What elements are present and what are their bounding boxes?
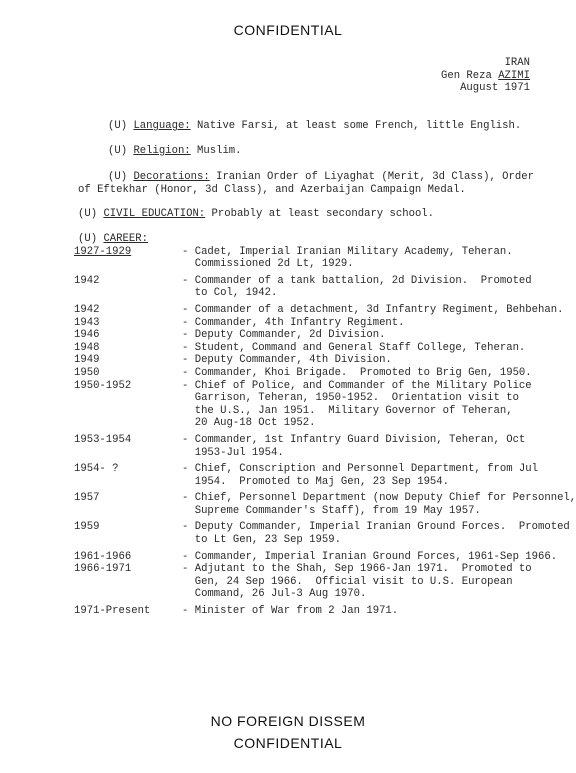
civil-education-label: CIVIL EDUCATION:: [103, 208, 206, 220]
civil-education-text: Probably at least secondary school.: [211, 208, 435, 220]
decorations-section: [78, 171, 568, 196]
header-name-prefix: Gen Reza: [440, 69, 492, 82]
classification-stamp-top: CONFIDENTIAL: [233, 22, 343, 38]
career-description-line: - Commander of a tank battalion, 2d Division. Promoted: [182, 274, 532, 287]
career-entry: [74, 605, 576, 618]
career-years: 1966-1971: [74, 563, 132, 576]
career-description-line: Gen, 24 Sep 1966. Official visit to U.S. European: [182, 575, 513, 588]
decorations-text-line1: Iranian Order of Liyaghat (Merit, 3d Class), Order: [216, 171, 534, 183]
header-country: IRAN: [504, 57, 530, 69]
career-description-line: - Commander, Imperial Iranian Ground Forces, 1961-Sep 1966.: [182, 550, 558, 563]
career-description: [182, 380, 576, 430]
career-description: [182, 434, 576, 459]
career-years: 1943: [74, 316, 100, 329]
decorations-marker: (U): [108, 171, 128, 183]
language-text: Native Farsi, at least some French, little English.: [197, 120, 522, 132]
career-years: 1950-1952: [74, 379, 132, 392]
career-years: 1954- ?: [74, 463, 119, 476]
career-entry: [74, 275, 576, 300]
religion-label: Religion:: [133, 145, 191, 157]
career-description: [182, 463, 576, 488]
career-description: [182, 275, 576, 300]
career-description: [182, 521, 576, 546]
career-entry: [74, 246, 576, 271]
career-description: [182, 605, 576, 618]
religion-marker: (U): [108, 145, 128, 157]
language-label: Language:: [133, 120, 191, 132]
career-entry: [74, 354, 576, 367]
career-years: 1959: [74, 521, 100, 534]
career-years: 1961-1966: [74, 550, 132, 563]
career-description: [182, 304, 576, 317]
career-description: [182, 563, 576, 601]
career-description-line: - Deputy Commander, 4th Division.: [182, 354, 392, 367]
career-entry: [74, 304, 576, 317]
career-entry: [74, 342, 576, 355]
career-years: 1927-1929: [74, 245, 132, 258]
career-years: 1971-Present: [74, 605, 151, 618]
career-description-line: - Deputy Commander, 2d Division.: [182, 329, 386, 342]
career-description: [182, 317, 576, 330]
career-description: [182, 367, 576, 380]
career-entry: [74, 317, 576, 330]
career-description-line: - Deputy Commander, Imperial Iranian Ground Forces. Promoted: [182, 521, 570, 534]
career-years: 1950: [74, 366, 100, 379]
career-description-line: to Col, 1942.: [182, 287, 278, 300]
classification-stamp-bottom: CONFIDENTIAL: [233, 735, 343, 751]
career-years: 1953-1954: [74, 433, 132, 446]
career-marker: (U): [78, 233, 98, 245]
career-description: [182, 354, 576, 367]
career-years: 1949: [74, 354, 100, 367]
career-description-line: the U.S., Jan 1951. Military Governor of Teheran,: [182, 404, 513, 417]
career-entry: [74, 492, 576, 517]
civil-education-section: [78, 208, 558, 221]
career-entry: [74, 463, 576, 488]
header-subject-name: [441, 70, 530, 83]
career-description-line: - Adjutant to the Shah, Sep 1966-Jan 1971. Promoted to: [182, 563, 532, 576]
career-years: 1948: [74, 341, 100, 354]
career-entry: [74, 551, 576, 564]
header-date: August 1971: [460, 82, 530, 94]
career-description-line: Commissioned 2d Lt, 1929.: [182, 258, 354, 271]
career-description-line: 1953-Jul 1954.: [182, 446, 284, 459]
career-description-line: 1954. Promoted to Maj Gen, 23 Sep 1954.: [182, 475, 450, 488]
career-description-line: - Commander, Khoi Brigade. Promoted to Brig Gen, 1950.: [182, 366, 532, 379]
header-surname: AZIMI: [498, 69, 530, 82]
career-entry: [74, 563, 576, 601]
career-description: [182, 551, 576, 564]
career-description-line: Supreme Commander's Staff), from 19 May 1957.: [182, 504, 481, 517]
career-entry: [74, 380, 576, 430]
career-years: 1957: [74, 492, 100, 505]
language-marker: (U): [108, 120, 128, 132]
career-description-line: - Commander of a detachment, 3d Infantry Regiment, Behbehan.: [182, 303, 564, 316]
career-entry: [74, 434, 576, 459]
language-section: [108, 120, 576, 133]
career-description: [182, 329, 576, 342]
career-description-line: - Commander, 4th Infantry Regiment.: [182, 316, 405, 329]
career-description-line: - Chief, Conscription and Personnel Department, from Jul: [182, 463, 539, 476]
career-section: [74, 233, 576, 618]
career-list: [74, 246, 576, 618]
civil-education-marker: (U): [78, 208, 98, 220]
career-entry: [74, 521, 576, 546]
decorations-label: Decorations:: [133, 171, 210, 183]
career-description: [182, 342, 576, 355]
religion-section: [108, 145, 576, 158]
career-entry: [74, 367, 576, 380]
career-description-line: - Chief of Police, and Commander of the Military Police: [182, 379, 532, 392]
career-heading: [78, 233, 576, 246]
career-description-line: - Student, Command and General Staff College, Teheran.: [182, 341, 526, 354]
career-description-line: Command, 26 Jul-3 Aug 1970.: [182, 588, 367, 601]
career-label: CAREER:: [103, 233, 148, 245]
career-years: 1942: [74, 274, 100, 287]
career-description-line: 20 Aug-18 Oct 1952.: [182, 417, 316, 430]
career-description-line: - Commander, 1st Infantry Guard Division, Teheran, Oct: [182, 433, 526, 446]
career-description-line: Garrison, Teheran, 1950-1952. Orientation visit to: [182, 392, 519, 405]
decorations-text-line2: of Eftekhar (Honor, 3d Class), and Azerbaijan Campaign Medal.: [78, 183, 466, 196]
career-description-line: - Cadet, Imperial Iranian Military Academy, Teheran.: [182, 245, 513, 258]
career-entry: [74, 329, 576, 342]
career-description-line: to Lt Gen, 23 Sep 1959.: [182, 534, 341, 547]
career-description: [182, 492, 576, 517]
religion-text: Muslim.: [197, 145, 242, 157]
dissemination-stamp: NO FOREIGN DISSEM: [210, 713, 366, 729]
career-years: 1946: [74, 329, 100, 342]
document-header: [441, 57, 530, 95]
career-years: 1942: [74, 303, 100, 316]
career-description: [182, 246, 576, 271]
career-description-line: - Chief, Personnel Department (now Deputy Chief for Personnel,: [182, 492, 576, 505]
career-description-line: - Minister of War from 2 Jan 1971.: [182, 605, 399, 618]
